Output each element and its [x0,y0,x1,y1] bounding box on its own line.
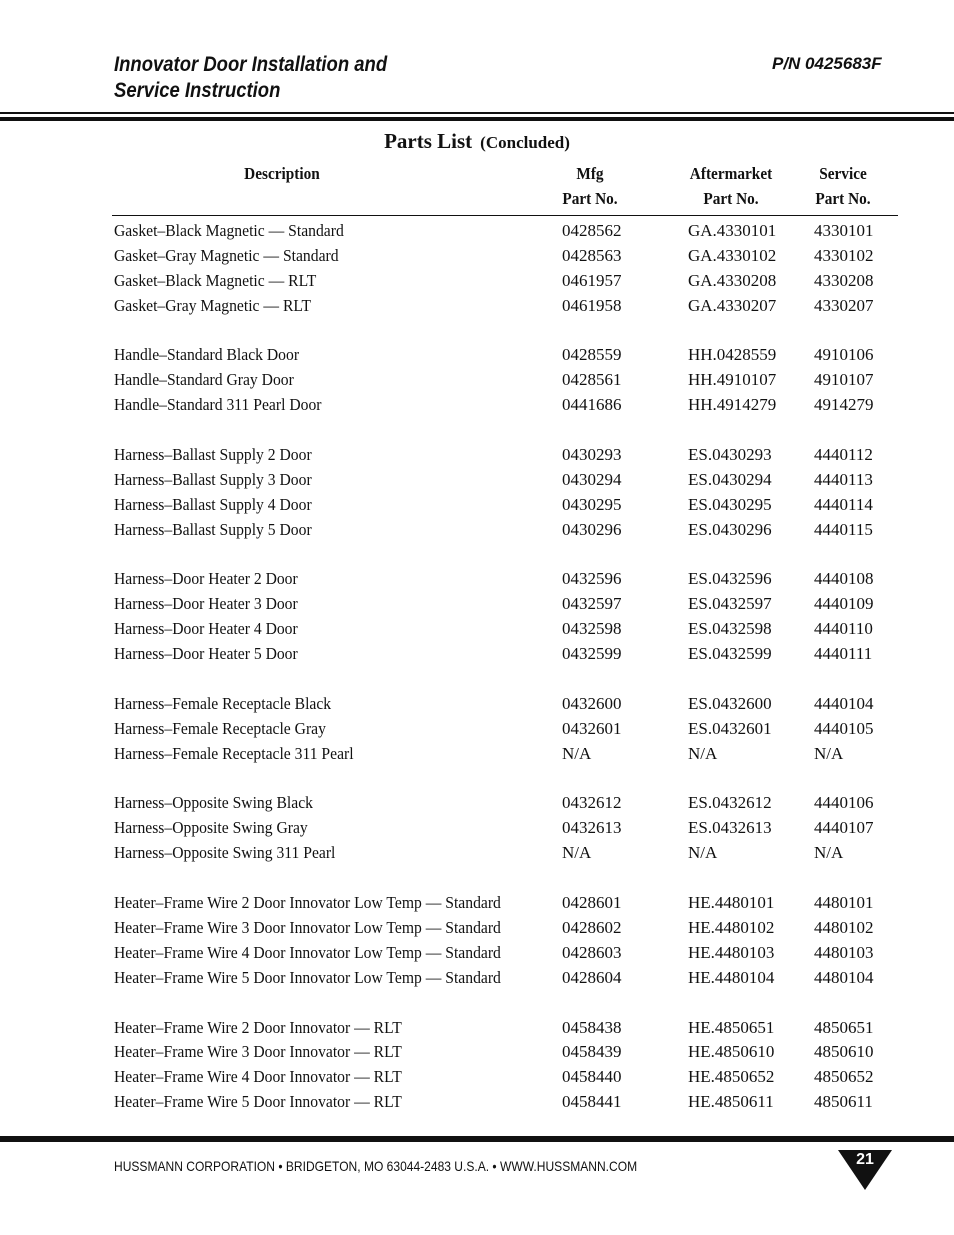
aftermarket-part-cell: HH.4910107 [688,370,777,390]
description-cell: Harness–Ballast Supply 2 Door [114,445,312,465]
aftermarket-part-cell: ES.0432612 [688,793,772,813]
service-part-cell: 4480102 [814,917,874,937]
mfg-part-cell: 0461958 [562,295,622,315]
aftermarket-part-cell: ES.0430293 [688,445,772,465]
section-subtitle: (Concluded) [480,133,570,152]
service-part-cell: 4330102 [814,245,874,265]
table-row [0,518,954,543]
column-header-mfg-line-1: Mfg [576,164,604,183]
mfg-part-cell: 0432613 [562,818,622,838]
mfg-part-cell: 0461957 [562,270,622,290]
description-cell: Harness–Female Receptacle 311 Pearl [114,743,354,763]
document-title [114,52,387,104]
aftermarket-part-cell: HE.4850611 [688,1092,774,1112]
table-row [0,343,954,368]
description-cell: Harness–Door Heater 3 Door [114,594,298,614]
mfg-part-cell: 0458440 [562,1067,622,1087]
table-row [0,468,954,493]
table-row [0,642,954,667]
description-cell: Harness–Door Heater 5 Door [114,644,298,664]
service-part-cell: 4440115 [814,519,873,539]
mfg-part-cell: 0458438 [562,1017,622,1037]
service-part-cell: 4440105 [814,718,874,738]
description-cell: Harness–Door Heater 4 Door [114,619,298,639]
aftermarket-part-cell: ES.0432600 [688,693,772,713]
service-part-cell: 4330101 [814,221,874,240]
group-spacer [0,667,954,692]
table-row [0,393,954,418]
service-part-cell: 4440110 [814,619,873,639]
column-header-service-line-1: Service [819,164,867,183]
table-row [0,1016,954,1041]
service-part-cell: 4480101 [814,893,874,913]
description-cell: Harness–Ballast Supply 5 Door [114,519,312,539]
service-part-cell: 4440113 [814,469,873,489]
mfg-part-cell: 0432599 [562,644,622,664]
aftermarket-part-cell: ES.0432613 [688,818,772,838]
document-title-line-1: Innovator Door Installation and [114,53,388,76]
column-header-aftermarket-line-2: Part No. [703,189,759,208]
service-part-cell: 4914279 [814,395,874,415]
table-row [0,592,954,617]
description-cell: Harness–Door Heater 2 Door [114,569,298,589]
table-row [0,269,954,294]
column-header-mfg [550,161,631,211]
table-row [0,891,954,916]
mfg-part-cell: 0428604 [562,967,622,987]
mfg-part-cell: 0428603 [562,942,622,962]
section-title [0,129,954,154]
mfg-part-cell: 0441686 [562,395,622,415]
aftermarket-part-cell: HE.4480103 [688,942,775,962]
table-row [0,742,954,767]
aftermarket-part-cell: ES.0430296 [688,519,772,539]
column-header-aftermarket [682,161,781,211]
mfg-part-cell: 0430296 [562,519,622,539]
description-cell: Heater–Frame Wire 4 Door Innovator — RLT [114,1067,402,1087]
description-cell: Harness–Opposite Swing 311 Pearl [114,843,336,863]
mfg-part-cell: 0428602 [562,917,622,937]
table-row [0,1040,954,1065]
group-spacer [0,319,954,344]
table-row [0,1090,954,1115]
column-header-aftermarket-line-1: Aftermarket [689,164,773,183]
mfg-part-cell: 0432600 [562,693,622,713]
aftermarket-part-cell: ES.0432599 [688,644,772,664]
table-row [0,692,954,717]
description-cell: Heater–Frame Wire 2 Door Innovator — RLT [114,1017,402,1037]
column-header-service [803,161,884,211]
service-part-cell: 4850651 [814,1017,874,1037]
service-part-cell: 4330208 [814,270,874,290]
table-row [0,219,954,244]
column-header-description [228,161,336,186]
table-row [0,294,954,319]
aftermarket-part-cell: N/A [688,743,718,763]
aftermarket-part-cell: ES.0430294 [688,469,772,489]
page-number: 21 [856,1151,874,1168]
mfg-part-cell: 0432596 [562,569,622,589]
service-part-cell: 4440109 [814,594,874,614]
part-number: P/N 0425683F [772,54,882,73]
description-cell: Harness–Opposite Swing Black [114,793,313,813]
group-spacer [0,543,954,568]
service-part-cell: 4910106 [814,345,874,365]
table-row [0,244,954,269]
aftermarket-part-cell: HE.4850652 [688,1067,775,1087]
service-part-cell: 4440114 [814,494,873,514]
description-cell: Heater–Frame Wire 3 Door Innovator Low Temp — Standard [114,917,501,937]
aftermarket-part-cell: ES.0430295 [688,494,772,514]
mfg-part-cell: 0432612 [562,793,622,813]
service-part-cell: 4330207 [814,295,874,315]
aftermarket-part-cell: ES.0432598 [688,619,772,639]
aftermarket-part-cell: GA.4330102 [688,245,777,265]
mfg-part-cell: N/A [562,743,592,763]
table-row [0,493,954,518]
aftermarket-part-cell: HE.4850610 [688,1042,775,1062]
service-part-cell: N/A [814,743,844,763]
service-part-cell: 4440112 [814,445,873,465]
group-spacer [0,418,954,443]
group-spacer [0,866,954,891]
mfg-part-cell: 0430295 [562,494,622,514]
description-cell: Gasket–Gray Magnetic — RLT [114,295,312,315]
table-row [0,841,954,866]
aftermarket-part-cell: HE.4850651 [688,1017,775,1037]
mfg-part-cell: 0430294 [562,469,622,489]
column-header-description-text: Description [244,164,320,183]
service-part-cell: 4440104 [814,693,874,713]
service-part-cell: 4850611 [814,1092,873,1112]
aftermarket-part-cell: HE.4480102 [688,917,775,937]
description-cell: Heater–Frame Wire 5 Door Innovator Low Temp — Standard [114,967,501,987]
header-rule-bottom [0,117,954,121]
description-cell: Harness–Ballast Supply 3 Door [114,469,312,489]
service-part-cell: 4440108 [814,569,874,589]
group-spacer [0,767,954,792]
description-cell: Harness–Ballast Supply 4 Door [114,494,312,514]
parts-table [0,219,954,1115]
description-cell: Heater–Frame Wire 5 Door Innovator — RLT [114,1092,402,1112]
header-rule-top [0,112,954,114]
table-row [0,941,954,966]
table-row [0,966,954,991]
table-row [0,717,954,742]
description-cell: Harness–Female Receptacle Gray [114,718,326,738]
table-row [0,916,954,941]
aftermarket-part-cell: HE.4480104 [688,967,775,987]
mfg-part-cell: 0458441 [562,1092,622,1112]
service-part-cell: 4910107 [814,370,874,390]
service-part-cell: 4850610 [814,1042,874,1062]
aftermarket-part-cell: ES.0432596 [688,569,772,589]
mfg-part-cell: 0432598 [562,619,622,639]
table-row [0,816,954,841]
footer-text: HUSSMANN CORPORATION • BRIDGETON, MO 63044-2483 U.S.A. • WWW.HUSSMANN.COM [114,1158,638,1174]
service-part-cell: 4440106 [814,793,874,813]
table-row [0,368,954,393]
aftermarket-part-cell: HH.4914279 [688,395,777,415]
column-header-service-line-2: Part No. [815,189,871,208]
description-cell: Gasket–Black Magnetic — RLT [114,270,317,290]
service-part-cell: 4480104 [814,967,874,987]
aftermarket-part-cell: N/A [688,843,718,863]
description-cell: Gasket–Black Magnetic — Standard [114,221,344,240]
description-cell: Heater–Frame Wire 4 Door Innovator Low Temp — Standard [114,942,501,962]
description-cell: Harness–Opposite Swing Gray [114,818,308,838]
group-spacer [0,991,954,1016]
service-part-cell: 4440111 [814,644,873,664]
aftermarket-part-cell: GA.4330101 [688,221,777,240]
description-cell: Handle–Standard Gray Door [114,370,294,390]
aftermarket-part-cell: GA.4330207 [688,295,777,315]
description-cell: Harness–Female Receptacle Black [114,693,332,713]
table-row [0,1065,954,1090]
service-part-cell: 4440107 [814,818,874,838]
document-title-line-2: Service Instruction [114,79,281,102]
mfg-part-cell: 0428561 [562,370,622,390]
column-header-mfg-line-2: Part No. [562,189,618,208]
description-cell: Handle–Standard Black Door [114,345,300,365]
section-title-text: Parts List [384,129,473,153]
aftermarket-part-cell: GA.4330208 [688,270,777,290]
service-part-cell: 4480103 [814,942,874,962]
description-cell: Heater–Frame Wire 2 Door Innovator Low Temp — Standard [114,893,501,913]
aftermarket-part-cell: ES.0432597 [688,594,772,614]
mfg-part-cell: 0432601 [562,718,622,738]
table-row [0,567,954,592]
description-cell: Heater–Frame Wire 3 Door Innovator — RLT [114,1042,402,1062]
mfg-part-cell: 0428562 [562,221,622,240]
table-row [0,791,954,816]
service-part-cell: 4850652 [814,1067,874,1087]
description-cell: Handle–Standard 311 Pearl Door [114,395,322,415]
table-header-rule [112,215,898,216]
mfg-part-cell: 0428601 [562,893,622,913]
aftermarket-part-cell: ES.0432601 [688,718,772,738]
table-row [0,617,954,642]
mfg-part-cell: 0430293 [562,445,622,465]
mfg-part-cell: 0428563 [562,245,622,265]
aftermarket-part-cell: HE.4480101 [688,893,775,913]
mfg-part-cell: 0458439 [562,1042,622,1062]
mfg-part-cell: N/A [562,843,592,863]
service-part-cell: N/A [814,843,844,863]
footer-rule [0,1136,954,1142]
description-cell: Gasket–Gray Magnetic — Standard [114,245,339,265]
mfg-part-cell: 0432597 [562,594,622,614]
mfg-part-cell: 0428559 [562,345,622,365]
table-row [0,443,954,468]
aftermarket-part-cell: HH.0428559 [688,345,777,365]
